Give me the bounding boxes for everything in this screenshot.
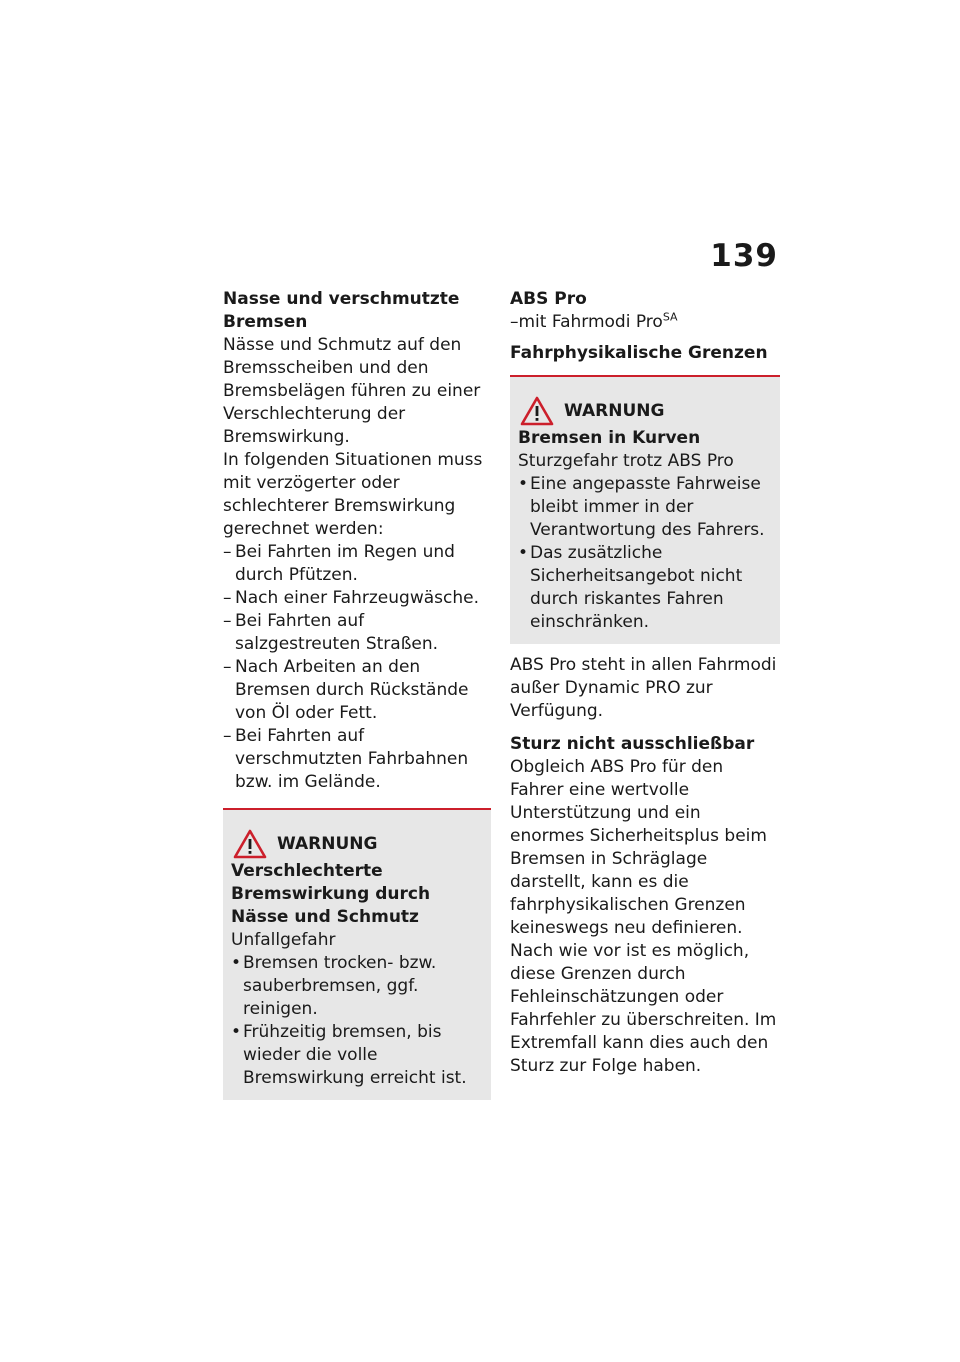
warning-triangle-icon (233, 829, 267, 859)
bullet-item: • Eine angepasste Fahrweise bleibt immer in der Verantwortung des Fahrers. (518, 473, 772, 542)
bullet-list (231, 952, 483, 1090)
list-item: – Bei Fahrten auf verschmutzten Fahrbahnen bzw. im Gelände. (223, 725, 491, 794)
subheading-text: mit Fahrmodi Pro (518, 312, 663, 332)
paragraph: In folgenden Situationen muss mit verzögerter oder schlechterer Bremswirkung gerechnet werden: (223, 450, 483, 539)
paragraph: Nässe und Schmutz auf den Bremsscheiben und den Bremsbelägen führen zu einer Verschlechterung der Bremswirkung. (223, 335, 481, 447)
warning-box (510, 375, 780, 644)
paragraph: Obgleich ABS Pro für den Fahrer eine wertvolle Unterstützung und ein enormes Sicherheitsplus beim Bremsen in Schräglage darstellt, kann es die fahrphysikalischen Grenzen keineswegs neu definieren. Nach wie vor ist es möglich, diese Grenzen durch Fehleinschätzungen oder Fahrfehler zu überschreiten. Im Extremfall kann dies auch den Sturz zur Folge haben. (510, 757, 777, 1076)
left-column (223, 288, 491, 1100)
subsection-heading: Fahrphysikalische Grenzen (510, 343, 768, 363)
page-number: 139 (710, 238, 778, 274)
list-item: – Bei Fahrten im Regen und durch Pfützen. (223, 541, 491, 587)
paragraph: ABS Pro steht in allen Fahrmodi außer Dynamic PRO zur Verfügung. (510, 655, 777, 721)
warning-box (223, 808, 491, 1100)
warning-label: WARNUNG (564, 401, 665, 421)
warning-title: Verschlechterte Bremswirkung durch Nässe und Schmutz (231, 861, 431, 927)
warning-header (518, 395, 772, 427)
bullet-list (518, 473, 772, 634)
bullet-item: • Bremsen trocken- bzw. sauberbremsen, ggf. reinigen. (231, 952, 483, 1021)
warning-subtitle: Unfallgefahr (231, 930, 336, 950)
subsection-heading: Sturz nicht ausschließbar (510, 734, 755, 754)
warning-title: Bremsen in Kurven (518, 428, 701, 448)
list-item: – Nach Arbeiten an den Bremsen durch Rückstände von Öl oder Fett. (223, 656, 491, 725)
warning-label: WARNUNG (277, 834, 378, 854)
subheading: –mit Fahrmodi Pro$^{SA}$ (510, 310, 678, 332)
right-column (510, 288, 780, 1078)
list-item: – Bei Fahrten auf salzgestreuten Straßen. (223, 610, 491, 656)
list-item: – Nach einer Fahrzeugwäsche. (223, 587, 491, 610)
sa-superscript: SA (662, 310, 678, 324)
warning-header (231, 828, 483, 860)
warning-subtitle: Sturzgefahr trotz ABS Pro (518, 451, 734, 471)
section-heading: ABS Pro (510, 289, 587, 309)
section-heading: Nasse und verschmutzte Bremsen (223, 289, 460, 332)
bullet-item: • Das zusätzliche Sicherheitsangebot nicht durch riskantes Fahren einschränken. (518, 542, 772, 634)
warning-triangle-icon (520, 396, 554, 426)
dash-list (223, 541, 491, 794)
bullet-item: • Frühzeitig bremsen, bis wieder die volle Bremswirkung erreicht ist. (231, 1021, 483, 1090)
